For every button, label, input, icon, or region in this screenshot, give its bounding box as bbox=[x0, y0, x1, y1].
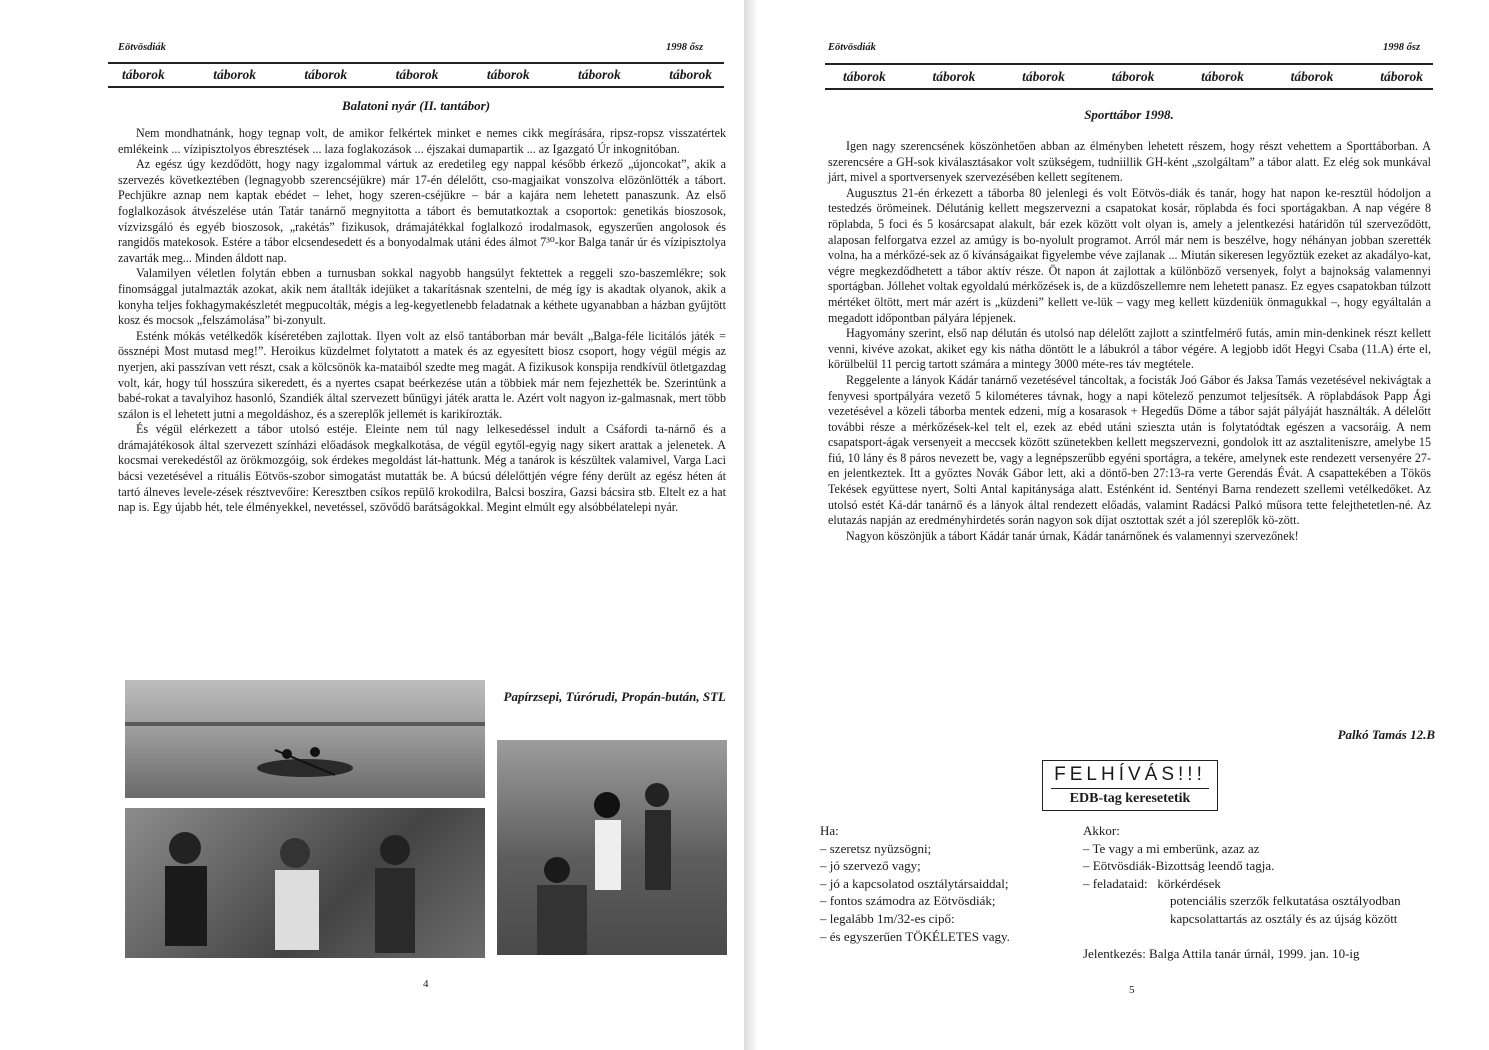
paragraph: Nem mondhatnánk, hogy tegnap volt, de amikor felkértek minket e nemes cikk megírására, ripsz-ropsz visszatértek emlékeink ... vízipisztolyos ébresztések ... laza foglakozások ... éjszakai dumapartik ... az Igazgató Úr inkognitóban. bbox=[118, 126, 726, 156]
paragraph: Hagyomány szerint, első nap délután és utolsó nap délelőtt zajlott a szintfelmérő futás, amin min-denkinek részt kellett venni, kivéve azokat, akiket egy kis nátha döntött le a lábukról a tábor végére. A legjobb időt Hegyi Csaba (11.A) érte el, körülbelül 11 percig tartott számára a mintegy 3000 méte-res táv megtétele. bbox=[828, 326, 1431, 372]
category-label: táborok bbox=[213, 67, 256, 82]
list-item: – jó szervező vagy; bbox=[820, 858, 921, 874]
list-heading: Akkor: bbox=[1083, 823, 1120, 838]
page-number: 5 bbox=[1129, 984, 1135, 996]
paragraph: Reggelente a lányok Kádár tanárnő vezetésével táncoltak, a focisták Joó Gábor és Jaksa Tamás vezetésével nekivágtak a fenyvesi sportpályára vezető 5 kilométeres távnak, hogy a napi kötelező penzumot teljesítsék. A röplabdások Papp Ági vezetésével a közeli táborba mentek edzeni, míg a kosarasok + Hegedűs Döme a tábor saját pályáját használták. A délelőtt további része a mérkőzések-kel telt el, ezek az ebéd utáni sziesztа után is folytatódtak egészen a vacsoráig. A nem csapatsport-ágak versenyeit a meccsek között szünetekben kellett megszervezni, gondolok itt az asztaliteniszre, amelybe 15 fiú, 10 lány és 8 páros nevezett be, vagy a legnépszerűbb egyéni sportágra, a tekére, amelynek este rendezett versenyére 27-en jelentkeztek. Itt a győztes Novák Gábor lett, aki a döntő-ben 27:13-ra verte Gerendás Évát. A csapattekében a Tökös Tekések együttese nyert, Solti Antal kapitánysága alatt. Esténként id. Sentényi Barna rendezett szellemi vetélkedőket. Az utolsó estét Ká-dár tanárnő és a lányok által rendezett előadás, valamint Radácsi Palkó műsora tette felejthetetlen-né. Az elutazás napján az eredményhirdetés során nagyon sok díjat osztottak szét a jól szereplők kö-zött. bbox=[828, 372, 1431, 528]
category-bar bbox=[122, 67, 712, 83]
right-page bbox=[745, 0, 1489, 1050]
notice-subtitle: EDB-tag keresetetik bbox=[1051, 788, 1209, 807]
paragraph: Valamilyen véletlen folytán ebben a turnusban sokkal nagyobb hangsúlyt fektettek a reggeli szo-baszemlékre; sok finomsággal jutalmazták azokat, akik nem átallták idejüket a takarításnak szentelni, de még így is akadtak olyanok, akik a konyha teljes fokhagymakészletét megpucolták, mégis a leg-kegyetlenebb feladatnak a kéthete ugyanabban a házban gyűjtött kosz és mocsok „felszámolása” bi-zonyult. bbox=[118, 266, 726, 328]
left-page bbox=[0, 0, 744, 1050]
list-item: – fontos számodra az Eötvösdiák; bbox=[820, 893, 996, 909]
category-label: táborok bbox=[1022, 69, 1065, 84]
group-photo-left bbox=[125, 808, 485, 958]
category-label: táborok bbox=[486, 67, 530, 82]
issue-label: 1998 ősz bbox=[1383, 42, 1421, 53]
list-item: – Eötvösdiák-Bizottság leendő tagja. bbox=[1083, 858, 1275, 874]
notice-box bbox=[1042, 760, 1218, 811]
category-bar bbox=[843, 69, 1423, 85]
list-item: – legalább 1m/32-es cipő: bbox=[820, 910, 955, 926]
notice-offer bbox=[1083, 822, 1433, 928]
category-label: táborok bbox=[578, 67, 621, 82]
paragraph: Nagyon köszönjük a tábort Kádár tanár úrnak, Kádár tanárnőnek és valamennyi szervezőnek! bbox=[846, 528, 1299, 543]
category-label: táborok bbox=[1290, 69, 1334, 84]
list-item: – jó a kapcsolatod osztálytársaiddal; bbox=[820, 875, 1009, 891]
article-title: Sporttábor 1998. bbox=[1084, 107, 1174, 122]
issue-label: 1998 ősz bbox=[666, 42, 704, 53]
notice-conditions bbox=[820, 822, 1120, 945]
paragraph: Igen nagy szerencsének köszönhetően abban az élményben lehetett részem, hogy részt vehettem a Sporttáborban. A szerencsére a GH-sok kiválasztásakor volt szükségem, tudniillik GH-ként „szolgáltam” a tábor alatt. Ez elég sok munkával járt, mivel a sportversenyek szervezésében kellett segítenem. bbox=[828, 139, 1431, 185]
category-label: táborok bbox=[304, 67, 348, 82]
paragraph: És végül elérkezett a tábor utolsó estéje. Eleinte nem túl nagy lelkesedéssel indult a Csáfordi ta-nárnő és a drámajátékosok által szervezett színházi előadások megkalkotása, de végül egytől-egyig nagy sikert arattak a jelenetek. A kocsmai verekedéstől az örökmozgóig, sok érdekes megoldást lát-hattunk. Még a tanárok is készültek valamivel, Varga Laci bácsi vezetésével a rituális Eötvös-szobor simogatást mutatták be. A búcsú délelőttjén végre fény derült az egész héten át tartó álneves levele-zések résztvevőire: Keresztben csíkos repülő krokodilra, Balcsi boszira, Gazsi bácsira stb. Eltelt ez a hat nap is. Egy újabb hét, tele élményekkel, nevetéssel, szövődő barátságokkal. Megint elmúlt egy alsóbbélatelepi nyár. bbox=[118, 422, 726, 515]
boat-image bbox=[125, 680, 485, 798]
header-rule bbox=[108, 62, 724, 64]
list-item: – és egyszerűen TÖKÉLETES vagy. bbox=[820, 928, 1010, 944]
authors-signature: Papírzsepi, Túrórudi, Propán-bután, STL bbox=[503, 689, 726, 704]
application-info: Jelentkezés: Balga Attila tanár úrnál, 1999. jan. 10-ig bbox=[1083, 946, 1360, 961]
magazine-name: Eötvösdiák bbox=[118, 42, 166, 53]
category-rule bbox=[825, 88, 1433, 90]
list-heading: Ha: bbox=[820, 823, 839, 838]
list-item: kapcsolattartás az osztály és az újság között bbox=[1170, 910, 1398, 926]
category-label: táborok bbox=[395, 67, 439, 82]
category-label: táborok bbox=[1201, 69, 1244, 84]
category-label: táborok bbox=[932, 69, 976, 84]
author-signature: Palkó Tamás 12.B bbox=[1337, 727, 1435, 742]
paragraph: Esténk mókás vetélkedők kíséretében zajlottak. Ilyen volt az első tantáborban már bevált „Balga-féle licitálós játék = össznépi Most mutasd meg!”. Heroikus küzdelmet folytatott a matek és az egyesített biosz csoport, hogy végül mégis az nyerjen, aki passzívan vett részt, csak a kölcsönök ka-mataiból szedte meg magát. A fizikusok konspija rendkívül ötletgazdag volt, kár, hogy túl hosszúra sikeredett, és a nyertes csapat beérkezése után a többiek már nem fejezhették be. Szerintünk a babé-rokat a tavalyihoz hasonló, Szandiék által szervezett bűnügyi játék aratta le. Azért volt nagyon iz-galmasnak, mert több szálon is el lehetett jutni a megoldáshoz, és a szereplők jellemét is karikírozták. bbox=[118, 328, 726, 421]
article-body bbox=[828, 139, 1431, 544]
lake-photo bbox=[125, 680, 485, 798]
category-label: táborok bbox=[1380, 69, 1423, 84]
category-rule bbox=[108, 86, 724, 88]
magazine-name: Eötvösdiák bbox=[828, 42, 876, 53]
paragraph: Az egész úgy kezdődött, hogy nagy izgalommal vártuk az eredetileg egy nappal később érkező „újoncokat”, akik a szervezés következtében (legnagyobb szerencséjükre) már 17-én délelőtt, cso-magjaikat vonszolva elözönlötték a tábort. Pechjükre aznap nem kaptak ebédet – lehet, hogy szeren-cséjükre – bár a kajára nem lehetett panaszunk. Az első foglalkozások átvészelése után Tatár tanárnő megnyitotta a tábort és bemutatkoztak a csoportok: genetikás bioszosok, vízvizsgáló és egyéb bioszosok, „rakétás” fizikusok, drámajátékkal foglalkozó irodalmasok, egyszerűen angolosok és rangidős matekosok. Estére a tábor elcsendesedett és a bonyodalmak utáni édes álmot 7³⁰-kor Balga tanár úr és vízipisztolya zavarták meg... Minden áldott nap. bbox=[118, 157, 726, 265]
category-label: táborok bbox=[669, 67, 712, 82]
category-label: táborok bbox=[1111, 69, 1155, 84]
page-number: 4 bbox=[423, 978, 429, 990]
people-image bbox=[497, 740, 727, 955]
list-item: potenciális szerzők felkutatása osztályodban bbox=[1170, 893, 1401, 909]
people-image bbox=[125, 808, 485, 958]
paragraph: Augusztus 21-én érkezett a táborba 80 jelenlegi és volt Eötvös-diák és tanár, hogy hat napon ke-resztül hódoljon a testedzés örömeinek. Délutánig kellett megszervezni a csapatokat kosár, röplabda és foci sportágakban. A nap végére 8 röplabda, 5 foci és 5 kosárcsapat alakult, bár ezek között volt olyan is, amely a jelentkezési határidőn túl szerveződött, alaposan felforgatva ezzel az amúgy is bo-nyolult programot. Arról már nem is beszélve, hogy néhányan jobban szerették volna, ha a mérkőzé-sek az ő kívánságaikat figyelembe véve zajlanak ... Miután sikeresen legyőztük ezeket az akadályo-kat, végre megkezdődhetett a tábor aktív része. Öt napon át zajlottak a különböző versenyek, folyt a bajnokság valamennyi sportágban. Jóllehet voltak egyoldalú mérkőzések is, de a küzdőszellemre nem lehetett panasz. Ez egyes csapatokban túlzott mértéket öltött, mert már azért is „küzdeni” kellett ve-lük – vagy meg kellett küzdeniük önmagukkal –, hogy egyáltalán a megadott időpontban pályára lépjenek. bbox=[828, 185, 1431, 325]
notice-title: FELHÍVÁS!!! bbox=[1054, 764, 1206, 785]
group-photo-right bbox=[497, 740, 727, 955]
article-body bbox=[118, 126, 726, 516]
list-item: – szeretsz nyüzsögni; bbox=[820, 840, 932, 856]
category-label: táborok bbox=[122, 67, 165, 82]
category-label: táborok bbox=[843, 69, 886, 84]
list-item: – feladataid: körkérdések bbox=[1083, 875, 1221, 891]
header-rule bbox=[825, 63, 1433, 65]
article-title: Balatoni nyár (II. tantábor) bbox=[341, 98, 491, 113]
list-item: – Te vagy a mi emberünk, azaz az bbox=[1083, 840, 1260, 856]
